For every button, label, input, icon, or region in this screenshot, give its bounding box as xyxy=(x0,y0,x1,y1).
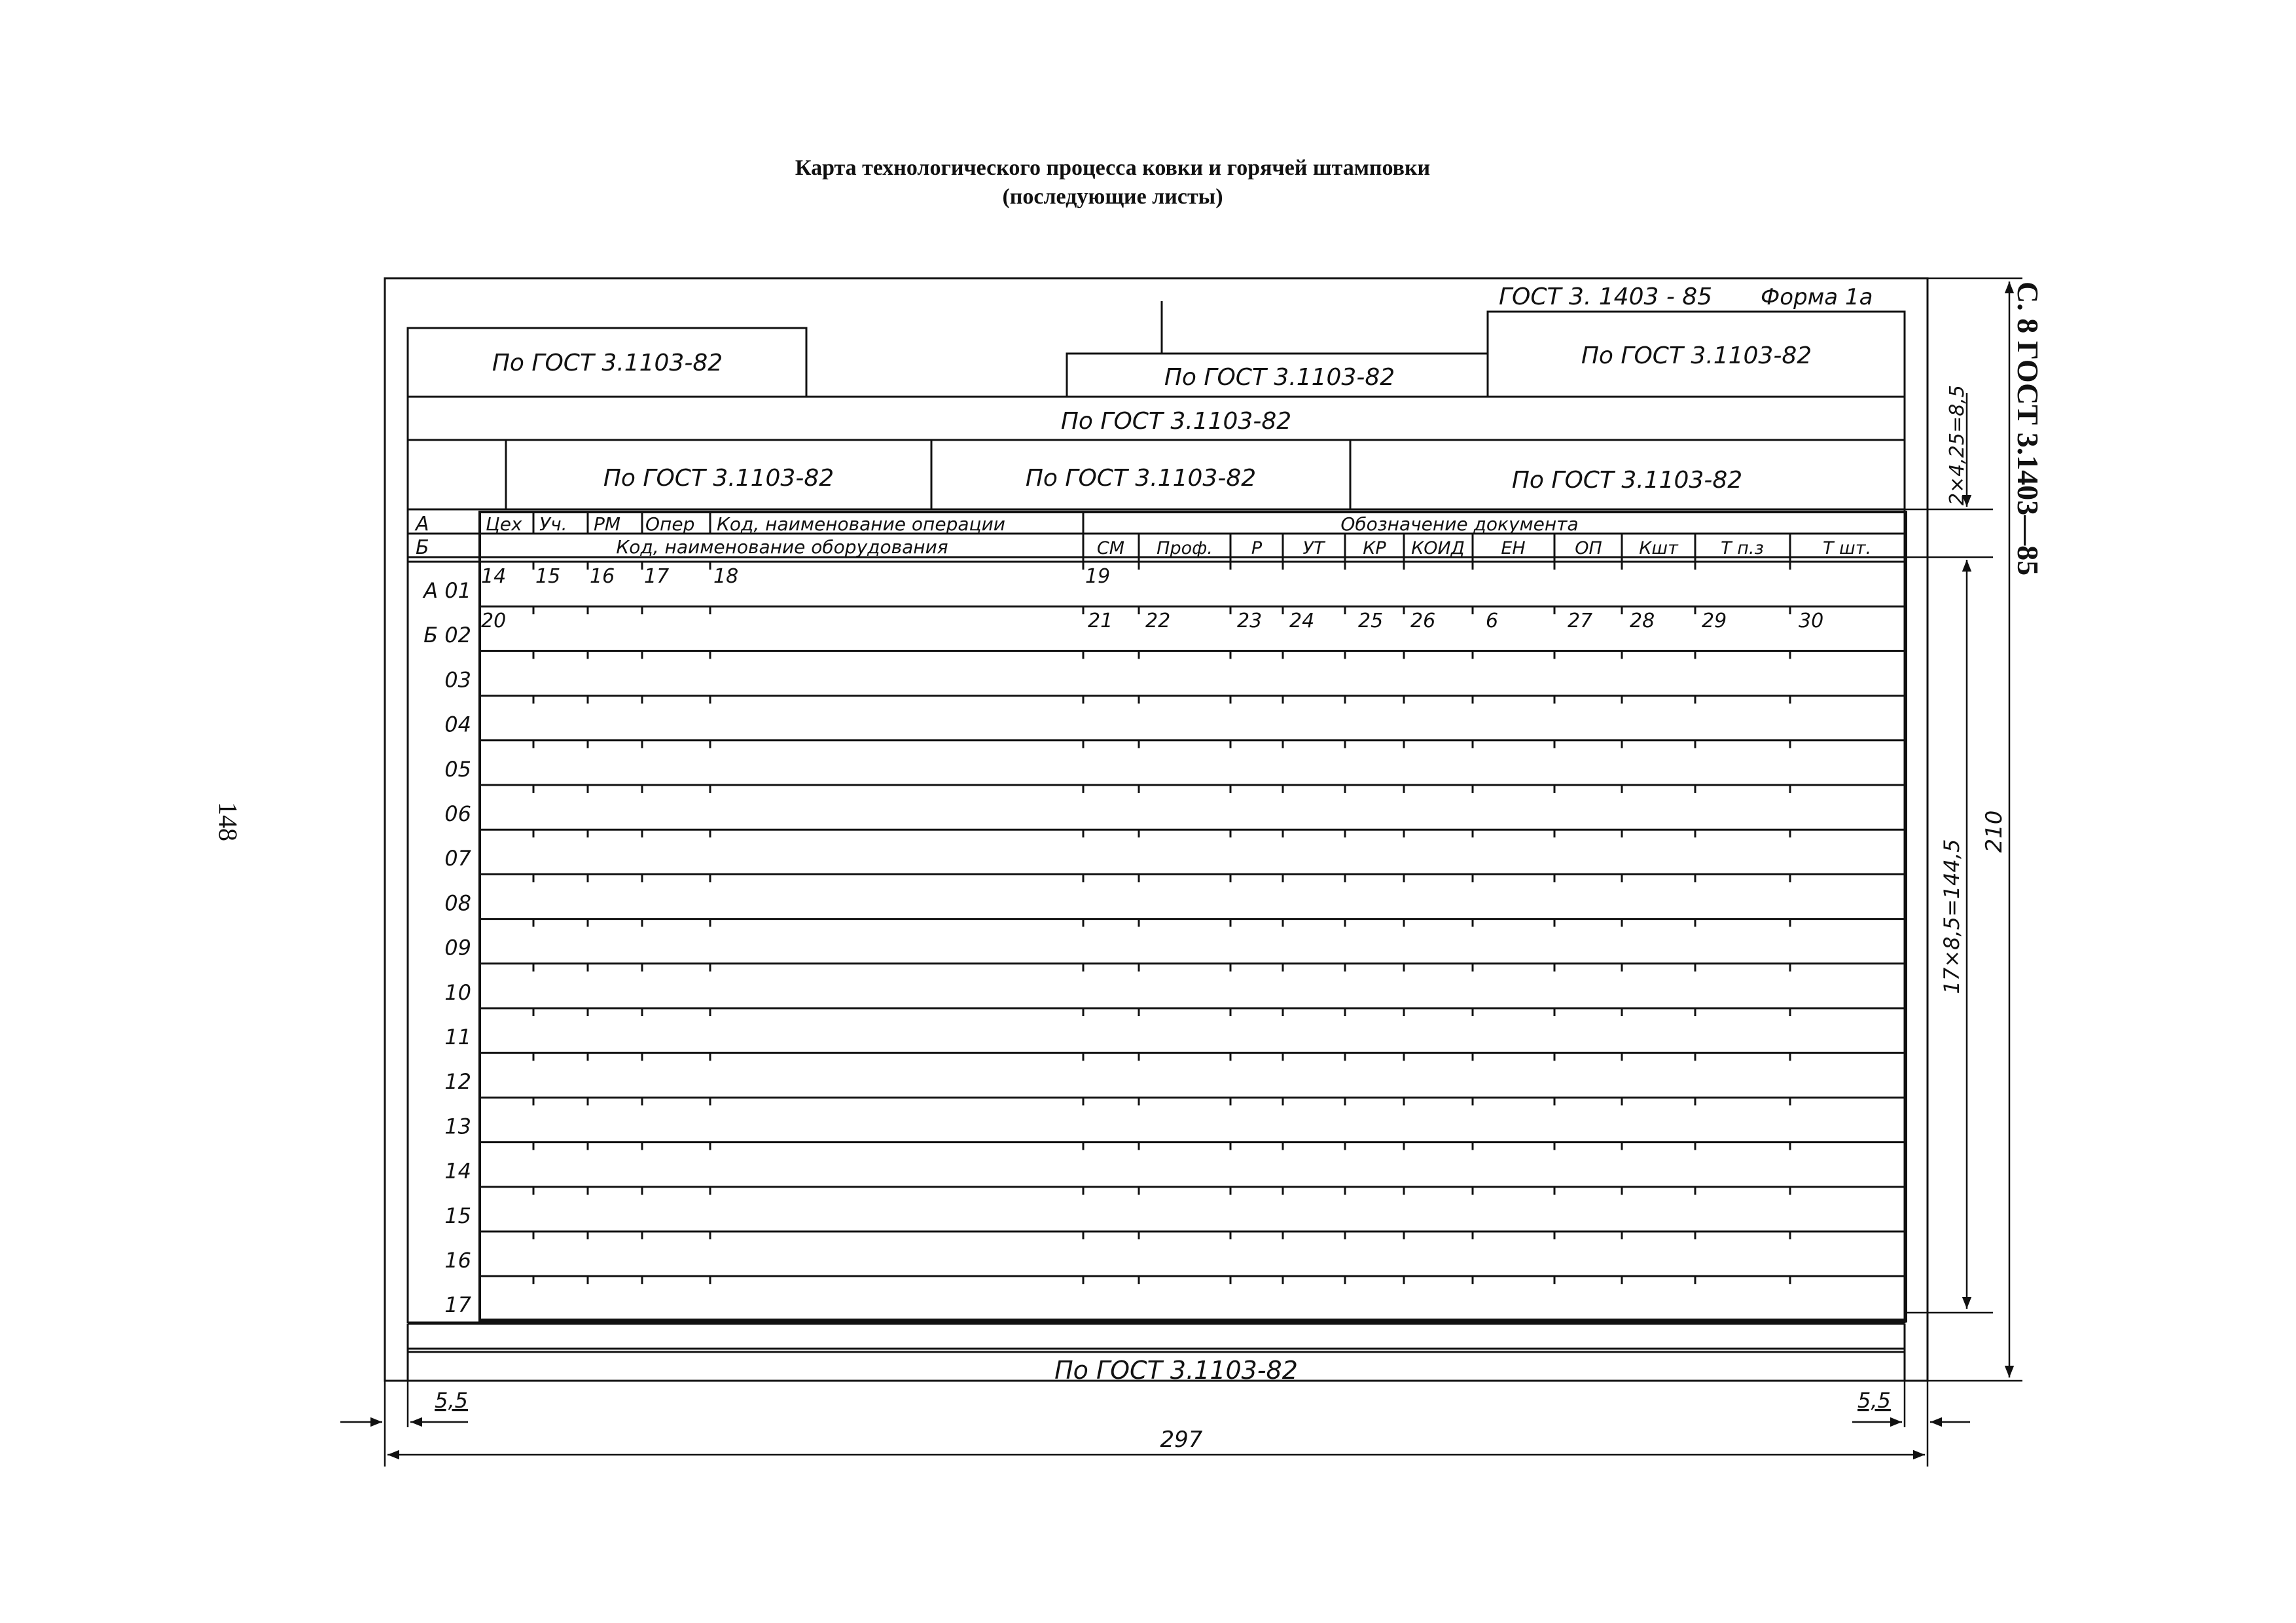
b-header-7: ОП xyxy=(1575,538,1602,558)
height-dim: 210 xyxy=(1981,810,2007,853)
b-header-2: Р xyxy=(1251,538,1263,558)
row-label: 06 xyxy=(444,801,471,826)
running-header: С. 8 ГОСТ 3.1403—85 xyxy=(2011,282,2045,576)
field-number: 23 xyxy=(1237,610,1263,632)
row-label: 16 xyxy=(444,1248,471,1273)
ref-block-4: По ГОСТ 3.1103-82 xyxy=(1060,408,1292,435)
b-header-9: Т п.з xyxy=(1721,538,1764,558)
page-subtitle: (последующие листы) xyxy=(1002,185,1223,209)
b-header-row xyxy=(616,536,1871,558)
ref-block-3: По ГОСТ 3.1103-82 xyxy=(1581,342,1812,369)
row-label: Б 02 xyxy=(423,623,471,648)
field-number: 19 xyxy=(1085,565,1111,588)
field-number: 29 xyxy=(1702,610,1727,632)
ref-block-7: По ГОСТ 3.1103-82 xyxy=(1511,467,1743,494)
row-label: 11 xyxy=(444,1025,471,1049)
row-label: 12 xyxy=(444,1069,471,1095)
header-height-dim: 2×4,25=8,5 xyxy=(1946,385,1969,505)
b-header-5: КОИД xyxy=(1411,538,1465,558)
b-header-8: Кшт xyxy=(1639,538,1678,558)
row-label: 05 xyxy=(444,756,471,782)
form-label: Форма 1а xyxy=(1761,284,1873,310)
a-header-4: Код, наименование операции xyxy=(717,513,1005,535)
field-number: 27 xyxy=(1568,610,1593,632)
row-label: 14 xyxy=(444,1158,471,1184)
ref-block-1: По ГОСТ 3.1103-82 xyxy=(492,350,723,376)
field-number: 15 xyxy=(535,565,561,588)
field-number: 21 xyxy=(1088,610,1113,632)
page-number: 148 xyxy=(213,802,243,841)
a-header-1: Уч. xyxy=(539,513,567,535)
row-marker-a: А xyxy=(416,513,429,536)
b-header-6: ЕН xyxy=(1501,538,1526,558)
ref-block-5: По ГОСТ 3.1103-82 xyxy=(603,465,834,492)
a-header-3: Опер xyxy=(645,513,695,535)
row-label: 09 xyxy=(444,935,471,960)
ref-block-6: По ГОСТ 3.1103-82 xyxy=(1025,465,1257,492)
margin-left-dim: 5,5 xyxy=(435,1388,468,1413)
width-dim: 297 xyxy=(1160,1427,1203,1453)
row-label: 15 xyxy=(444,1203,471,1228)
field-number: 30 xyxy=(1799,610,1824,632)
field-number: 20 xyxy=(481,610,507,632)
row-labels xyxy=(422,578,471,1317)
a-header-2: РМ xyxy=(594,513,621,535)
field-number: 24 xyxy=(1289,610,1315,632)
rows-height-dim: 17×8,5=144,5 xyxy=(1939,839,1964,994)
field-number: 17 xyxy=(644,565,670,588)
field-number: 14 xyxy=(481,565,507,588)
field-numbers xyxy=(481,565,1823,632)
column-ticks xyxy=(480,562,1790,1284)
row-label: 04 xyxy=(444,712,471,737)
row-label: А 01 xyxy=(423,578,471,603)
field-number: 6 xyxy=(1486,610,1499,632)
b-header-0: СМ xyxy=(1096,538,1125,558)
field-number: 18 xyxy=(713,565,739,588)
row-label: 08 xyxy=(444,890,471,916)
field-number: 25 xyxy=(1358,610,1384,632)
field-number: 16 xyxy=(590,565,615,588)
b-header-3: УТ xyxy=(1302,538,1325,558)
standard-label: ГОСТ 3. 1403 - 85 xyxy=(1499,283,1713,310)
row-marker-b: Б xyxy=(416,536,429,559)
field-number: 28 xyxy=(1630,610,1655,632)
dimension-lines xyxy=(340,278,2022,1467)
ref-block-2: По ГОСТ 3.1103-82 xyxy=(1164,364,1395,391)
margin-right-dim: 5,5 xyxy=(1857,1388,1891,1413)
field-number: 22 xyxy=(1145,610,1171,632)
b-header-10: Т шт. xyxy=(1822,538,1872,558)
b-header-equipment: Код, наименование оборудования xyxy=(616,536,948,558)
b-header-1: Проф. xyxy=(1157,538,1213,558)
ref-block-bottom: По ГОСТ 3.1103-82 xyxy=(1054,1356,1298,1385)
row-label: 10 xyxy=(444,979,471,1005)
a-header-row xyxy=(486,513,1579,535)
field-number: 26 xyxy=(1410,610,1436,632)
b-header-4: КР xyxy=(1363,538,1386,558)
a-header-0: Цех xyxy=(486,513,522,535)
row-label: 13 xyxy=(444,1114,471,1139)
row-label: 03 xyxy=(444,667,471,693)
row-label: 17 xyxy=(444,1292,471,1318)
row-lines xyxy=(480,606,1905,1276)
a-header-5: Обозначение документа xyxy=(1340,513,1579,535)
row-label: 07 xyxy=(444,846,471,871)
page-title: Карта технологического процесса ковки и горячей штамповки xyxy=(795,156,1431,180)
